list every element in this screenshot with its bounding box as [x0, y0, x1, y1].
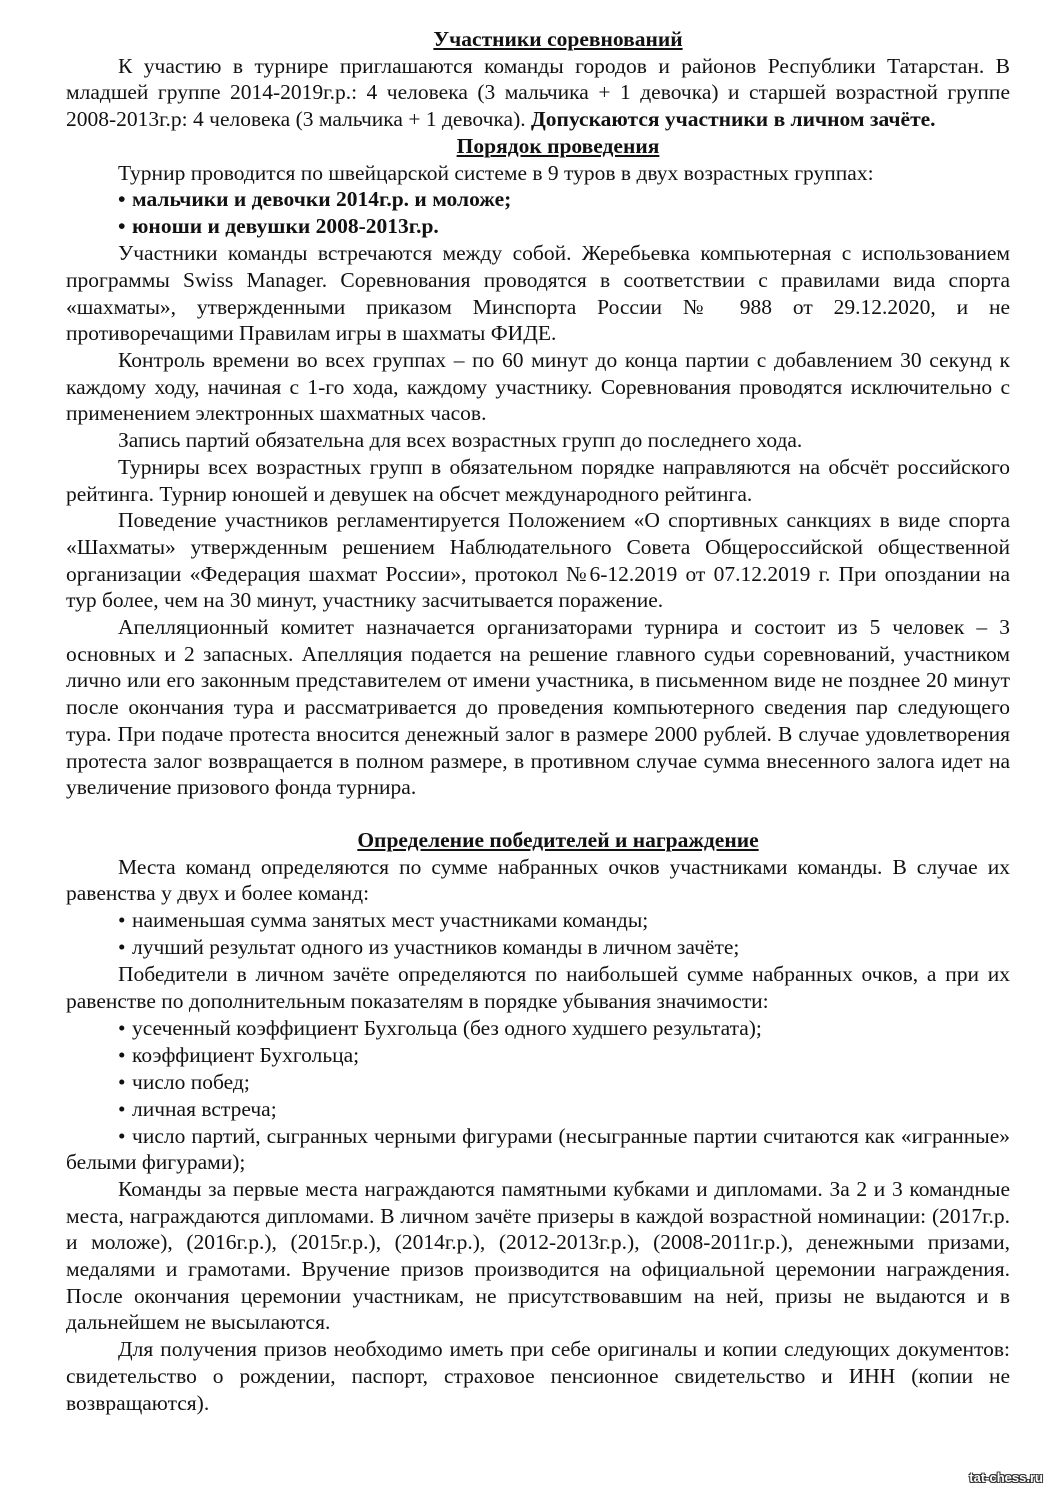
watermark: tat-chess.ru — [969, 1470, 1043, 1485]
participants-paragraph: К участию в турнире приглашаются команды городов и районов Республики Татарстан. В младшей группе 2014-2019г.р.: 4 человека (3 мальчика + 1 девочка) и старшей возрастной группе 2008-2013г.р: 4 человека (3 мальчика + 1 девочка). Допускаются участники в личном зачёте. — [66, 53, 1010, 132]
document-page — [66, 26, 1010, 1416]
participants-bold-note: Допускаются участники в личном зачёте. — [531, 107, 936, 132]
list-item-team-criterion: • лучший результат одного из участников команды в личном зачёте; — [118, 935, 740, 960]
list-item-tiebreak: • число партий, сыгранных черными фигурами (несыгранные партии считаются как «игранные» белыми фигурами); — [66, 1123, 1010, 1175]
spacer — [66, 801, 1010, 827]
heading-winners: Определение победителей и награждение — [357, 827, 759, 852]
procedure-paragraph: Поведение участников регламентируется Положением «О спортивных санкциях в виде спорта «Шахматы» утвержденным решением Наблюдательного Совета Общероссийской общественной организации «Федерация шахмат России», протокол №6-12.2019 от 07.12.2019 г. При опоздании на тур более, чем на 30 минут, участнику засчитывается поражение. — [66, 508, 1010, 613]
list-item-group: • мальчики и девочки 2014г.р. и моложе; — [118, 187, 512, 212]
list-item-group: • юноши и девушки 2008-2013г.р. — [118, 214, 439, 239]
bullet-icon: • — [118, 935, 126, 960]
bullet-icon: • — [118, 214, 126, 239]
procedure-paragraph: Турниры всех возрастных групп в обязательном порядке направляются на обсчёт российского рейтинга. Турнир юношей и девушек на обсчет международного рейтинга. — [66, 454, 1010, 506]
documents-paragraph: Для получения призов необходимо иметь при себе оригиналы и копии следующих документов: свидетельство о рождении, паспорт, страховое пенсионное свидетельство и ИНН (копии не возвращаются). — [66, 1337, 1010, 1415]
procedure-paragraph: Апелляционный комитет назначается организаторами турнира и состоит из 5 человек – 3 основных и 2 запасных. Апелляция подается на решение главного судьи соревнований, участником лично или его законным представителем от имени участника, в письменном виде не позднее 20 минут после окончания тура и рассматривается до проведения компьютерного сведения пар следующего тура. При подаче протеста вносится денежный залог в размере 2000 рублей. В случае удовлетворения протеста залог возвращается в полном размере, в противном случае сумма внесенного залога идет на увеличение призового фонда турнира. — [66, 615, 1010, 800]
bullet-icon: • — [118, 187, 126, 212]
awards-paragraph: Команды за первые места награждаются памятными кубками и дипломами. За 2 и 3 командные места, награждаются дипломами. В личном зачёте призеры в каждой возрастной номинации: (2017г.р. и моложе), (2016г.р.), (2015г.р.), (2014г.р.), (2012-2013г.р.), (2008-2011г.р.), денежными призами, медалями и грамотами. Вручение призов производится на официальной церемонии награждения. После окончания церемонии участникам, не присутствовавшим на ней, призы не выдаются и в дальнейшем не высылаются. — [66, 1176, 1010, 1335]
list-item-team-criterion: • наименьшая сумма занятых мест участниками команды; — [118, 908, 649, 933]
bullet-icon: • — [118, 1015, 126, 1040]
heading-procedure: Порядок проведения — [456, 133, 660, 158]
heading-participants: Участники соревнований — [433, 27, 683, 51]
list-item-tiebreak: • коэффициент Бухгольца; — [118, 1042, 360, 1067]
list-item-tiebreak: • число побед; — [118, 1069, 250, 1094]
list-item-tiebreak: • усеченный коэффициент Бухгольца (без одного худшего результата); — [118, 1015, 762, 1040]
bullet-icon: • — [118, 1042, 126, 1067]
bullet-icon: • — [118, 1096, 126, 1121]
procedure-paragraph: Контроль времени во всех группах – по 60 минут до конца партии с добавлением 30 секунд к каждому ходу, начиная с 1-го хода, каждому участнику. Соревнования проводятся исключительно с применением электронных шахматных часов. — [66, 348, 1010, 426]
bullet-icon: • — [118, 908, 126, 933]
procedure-paragraph: Участники команды встречаются между собой. Жеребьевка компьютерная с использованием программы Swiss Manager. Соревнования проводятся в соответствии с правилами вида спорта «шахматы», утвержденными приказом Минспорта России № 988 от 29.12.2020, и не противоречащими Правилам игры в шахматы ФИДЕ. — [66, 241, 1010, 346]
procedure-paragraph: Запись партий обязательна для всех возрастных групп до последнего хода. — [118, 428, 803, 453]
individual-ranking-intro: Победители в личном зачёте определяются по наибольшей сумме набранных очков, а при их равенстве по дополнительным показателям в порядке убывания значимости: — [66, 962, 1010, 1013]
team-ranking-intro: Места команд определяются по сумме набранных очков участниками команды. В случае их равенства у двух и более команд: — [66, 854, 1010, 906]
bullet-icon: • — [118, 1069, 126, 1094]
list-item-tiebreak: • личная встреча; — [118, 1096, 277, 1121]
procedure-intro: Турнир проводится по швейцарской системе в 9 туров в двух возрастных группах: — [118, 160, 874, 185]
bullet-icon: • — [118, 1123, 126, 1148]
